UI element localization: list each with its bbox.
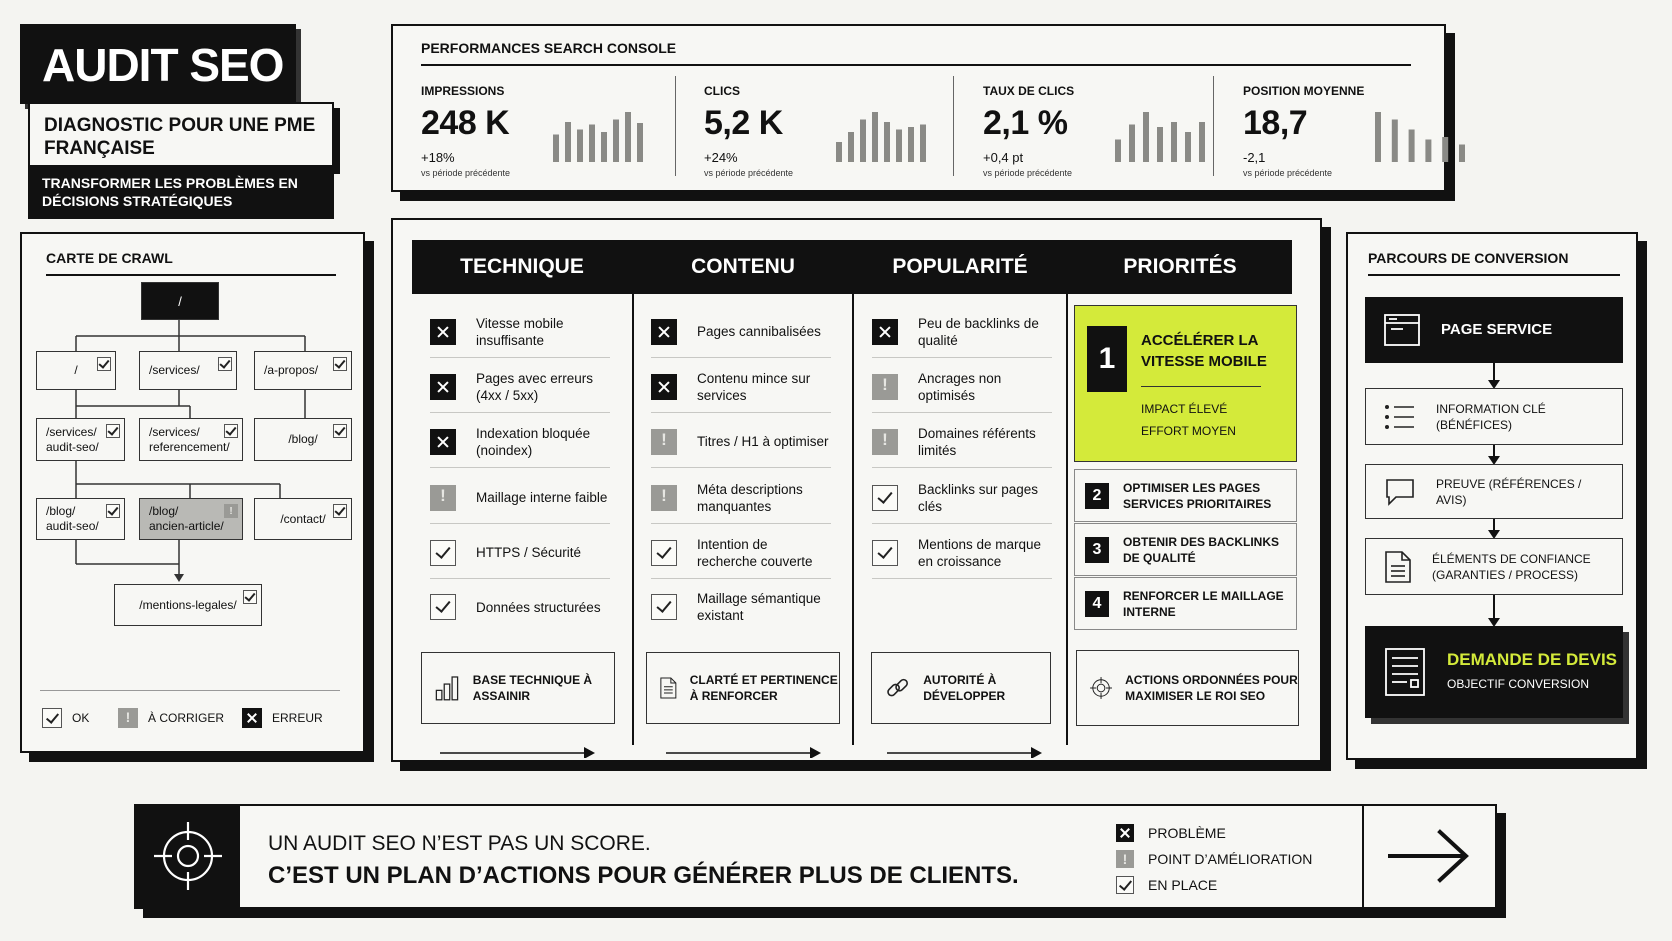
priority-item bbox=[1074, 469, 1297, 522]
list-item bbox=[651, 306, 831, 358]
divider bbox=[852, 240, 854, 745]
divider bbox=[40, 690, 340, 691]
arrow-right-icon bbox=[887, 746, 1043, 758]
priority-impact: IMPACT ÉLEVÉ bbox=[1141, 402, 1228, 416]
error-x-icon bbox=[430, 429, 456, 455]
column-header-popularite bbox=[854, 240, 1066, 294]
metric-note: vs période précédente bbox=[1243, 168, 1333, 178]
bar-chart-icon bbox=[434, 671, 461, 705]
goal-subtitle: OBJECTIF CONVERSION bbox=[1447, 677, 1590, 691]
banner-line-2: C’EST UN PLAN D’ACTIONS POUR GÉNÉRER PLUS DE CLIENTS. bbox=[268, 862, 1019, 889]
crawl-node-blog bbox=[254, 418, 352, 461]
crawl-map-title: CARTE DE CRAWL bbox=[46, 250, 173, 266]
priority-effort: EFFORT MOYEN bbox=[1141, 424, 1236, 438]
page-tagline: TRANSFORMER LES PROBLÈMES EN DÉCISIONS STRATÉGIQUES bbox=[42, 175, 298, 209]
footer-priorites bbox=[1076, 650, 1299, 726]
item-text: Domaines référents limités bbox=[918, 425, 1036, 458]
legend-label: PROBLÈME bbox=[1148, 825, 1226, 841]
speech-bubble-icon bbox=[1384, 477, 1416, 507]
spark-bar bbox=[1199, 122, 1205, 162]
spark-bar bbox=[872, 112, 878, 162]
conversion-step-information bbox=[1365, 388, 1623, 445]
metric-label: CLICS bbox=[704, 84, 740, 98]
divider bbox=[1368, 274, 1620, 276]
item-text: Indexation bloquée (noindex) bbox=[476, 425, 591, 458]
divider bbox=[1066, 240, 1068, 745]
metric-label: POSITION MOYENNE bbox=[1243, 84, 1365, 98]
divider bbox=[421, 64, 1411, 66]
list-item bbox=[430, 472, 610, 524]
document-icon bbox=[1384, 550, 1412, 584]
list-item bbox=[872, 306, 1052, 358]
step-label: INFORMATION CLÉ (BÉNÉFICES) bbox=[1436, 401, 1546, 432]
conversion-step-preuve bbox=[1365, 464, 1623, 519]
crawl-node-a-propos bbox=[254, 351, 352, 390]
legend-label: EN PLACE bbox=[1148, 877, 1218, 893]
list-item bbox=[430, 527, 610, 579]
flow-arrow bbox=[1493, 445, 1495, 463]
crawl-node-label: /services/ bbox=[149, 363, 200, 377]
metric-value: 18,7 bbox=[1243, 104, 1308, 142]
spark-bar bbox=[1143, 112, 1149, 162]
crawl-node-services-referencement bbox=[139, 418, 243, 461]
tagline-box bbox=[28, 165, 334, 219]
conversion-step-page-service bbox=[1365, 297, 1623, 363]
crawl-node-services-audit-seo bbox=[36, 418, 125, 461]
column-title: CONTENU bbox=[691, 255, 795, 278]
spark-bar bbox=[601, 132, 607, 162]
item-text: Maillage interne faible bbox=[476, 490, 608, 505]
metric-delta: +0,4 pt bbox=[983, 150, 1024, 165]
arrow-right-icon[interactable] bbox=[1386, 828, 1472, 884]
spark-bar bbox=[1425, 140, 1431, 163]
error-x-icon bbox=[872, 319, 898, 345]
metric-impressions bbox=[421, 78, 681, 183]
subtitle-box bbox=[28, 102, 334, 168]
priority-number: 1 bbox=[1087, 326, 1127, 392]
spark-bar bbox=[836, 142, 842, 162]
item-text: Peu de backlinks de qualité bbox=[918, 315, 1039, 348]
spark-bar bbox=[1171, 122, 1177, 162]
legend-fix bbox=[118, 708, 224, 728]
crawl-node-label: /blog/ audit-seo/ bbox=[46, 504, 99, 533]
ok-check-icon bbox=[333, 504, 347, 518]
divider bbox=[1213, 76, 1214, 176]
legend-label: POINT D’AMÉLIORATION bbox=[1148, 851, 1313, 867]
list-item bbox=[430, 361, 610, 413]
priority-text: RENFORCER LE MAILLAGE INTERNE bbox=[1123, 588, 1284, 619]
goal-title: DEMANDE DE DEVIS bbox=[1447, 650, 1618, 669]
item-text: Pages cannibalisées bbox=[697, 324, 821, 339]
warning-icon bbox=[651, 429, 677, 455]
crawl-node-label: /blog/ bbox=[288, 432, 318, 446]
footer-text: ACTIONS ORDONNÉES POUR MAXIMISER LE ROI SEO bbox=[1125, 673, 1298, 703]
metric-value: 2,1 % bbox=[983, 104, 1068, 142]
target-icon bbox=[1089, 666, 1113, 710]
sparkbar-chart bbox=[1115, 108, 1205, 162]
ok-check-icon bbox=[872, 485, 898, 511]
priority-item bbox=[1074, 577, 1297, 630]
metric-label: TAUX DE CLICS bbox=[983, 84, 1075, 98]
step-label: ÉLÉMENTS DE CONFIANCE (GARANTIES / PROCESS) bbox=[1432, 551, 1591, 582]
metric-note: vs période précédente bbox=[983, 168, 1073, 178]
metric-note: vs période précédente bbox=[704, 168, 794, 178]
ok-check-icon bbox=[218, 357, 232, 371]
priority-title: ACCÉLÉRER LA VITESSE MOBILE bbox=[1141, 332, 1267, 370]
error-x-icon bbox=[430, 374, 456, 400]
metric-value: 248 K bbox=[421, 104, 510, 142]
metric-delta: -2,1 bbox=[1243, 150, 1266, 165]
priority-top-card bbox=[1074, 305, 1297, 462]
warning-icon bbox=[430, 485, 456, 511]
conversion-title: PARCOURS DE CONVERSION bbox=[1368, 250, 1569, 266]
warning-icon bbox=[224, 504, 238, 518]
spark-bar bbox=[884, 122, 890, 162]
spark-bar bbox=[1459, 145, 1465, 163]
divider bbox=[953, 76, 954, 176]
priority-number: 3 bbox=[1085, 537, 1109, 563]
crawl-node-root bbox=[141, 282, 219, 320]
list-item bbox=[651, 361, 831, 413]
target-icon bbox=[136, 806, 240, 907]
arrow-right-icon bbox=[666, 746, 822, 758]
footer-technique bbox=[421, 652, 615, 724]
page-subtitle: DIAGNOSTIC POUR UNE PME FRANÇAISE bbox=[44, 115, 316, 159]
divider bbox=[1141, 386, 1261, 387]
link-icon bbox=[884, 671, 911, 705]
spark-bar bbox=[1375, 112, 1381, 162]
item-text: Intention de recherche couverte bbox=[697, 536, 813, 569]
item-text: Contenu mince sur services bbox=[697, 370, 811, 403]
conversion-path-panel bbox=[1346, 232, 1638, 760]
list-item bbox=[651, 581, 831, 633]
crawl-node-contact bbox=[254, 498, 352, 540]
flow-arrow bbox=[1493, 363, 1495, 387]
spark-bar bbox=[1129, 125, 1135, 163]
priority-item bbox=[1074, 523, 1297, 576]
flow-arrow bbox=[1493, 595, 1495, 625]
crawl-node-label: /services/ referencement/ bbox=[149, 424, 230, 454]
spark-bar bbox=[848, 132, 854, 162]
spark-bar bbox=[1185, 132, 1191, 162]
list-item bbox=[430, 306, 610, 358]
column-title: TECHNIQUE bbox=[460, 255, 584, 278]
sparkbar-chart bbox=[1375, 108, 1465, 162]
goal-text-block bbox=[1447, 652, 1617, 692]
document-icon bbox=[659, 670, 678, 706]
search-console-panel bbox=[391, 24, 1446, 192]
spark-bar bbox=[920, 125, 926, 163]
ok-check-icon bbox=[42, 708, 62, 728]
ok-check-icon bbox=[106, 504, 120, 518]
crawl-node-services bbox=[139, 351, 237, 390]
banner-line-1: UN AUDIT SEO N’EST PAS UN SCORE. bbox=[268, 832, 651, 855]
metric-value: 5,2 K bbox=[704, 104, 783, 142]
column-header-priorites bbox=[1068, 240, 1292, 294]
item-text: Mentions de marque en croissance bbox=[918, 536, 1042, 569]
warning-icon bbox=[651, 485, 677, 511]
legend-label: OK bbox=[72, 711, 90, 725]
legend-done bbox=[1116, 872, 1312, 898]
form-icon bbox=[1383, 646, 1427, 698]
footer-text: AUTORITÉ À DÉVELOPPER bbox=[923, 673, 1006, 703]
list-item bbox=[651, 472, 831, 524]
footer-text: BASE TECHNIQUE À ASSAINIR bbox=[472, 673, 593, 703]
bottom-banner bbox=[134, 804, 1497, 909]
spark-bar bbox=[1442, 137, 1448, 162]
divider bbox=[1362, 806, 1364, 907]
spark-bar bbox=[1409, 130, 1415, 163]
spark-bar bbox=[637, 123, 643, 162]
metric-label: IMPRESSIONS bbox=[421, 84, 505, 98]
legend-label: À CORRIGER bbox=[148, 711, 225, 725]
warning-icon bbox=[1116, 850, 1134, 868]
item-text: Données structurées bbox=[476, 599, 601, 615]
item-text: Titres / H1 à optimiser bbox=[697, 434, 829, 449]
ok-check-icon bbox=[651, 540, 677, 566]
metric-delta: +24% bbox=[704, 150, 738, 165]
sparkbar-chart bbox=[553, 108, 643, 162]
error-x-icon bbox=[242, 708, 262, 728]
spark-bar bbox=[613, 120, 619, 163]
ok-check-icon bbox=[430, 540, 456, 566]
priority-text: OPTIMISER LES PAGES SERVICES PRIORITAIRES bbox=[1123, 480, 1272, 511]
priority-number: 4 bbox=[1085, 591, 1109, 617]
legend-label: ERREUR bbox=[272, 711, 323, 725]
metric-note: vs période précédente bbox=[421, 168, 511, 178]
metric-clics bbox=[704, 78, 964, 183]
column-title: PRIORITÉS bbox=[1123, 255, 1237, 278]
spark-bar bbox=[896, 130, 902, 163]
ok-check-icon bbox=[97, 357, 111, 371]
spark-bar bbox=[860, 120, 866, 163]
list-icon bbox=[1384, 403, 1416, 431]
crawl-node-label: /services/ audit-seo/ bbox=[46, 424, 99, 454]
list-item bbox=[430, 416, 610, 468]
crawl-node-label: / bbox=[74, 363, 78, 377]
list-item bbox=[872, 527, 1052, 579]
footer-text: CLARTÉ ET PERTINENCE À RENFORCER bbox=[689, 673, 838, 703]
spark-bar bbox=[565, 122, 571, 162]
divider bbox=[675, 76, 676, 176]
divider bbox=[632, 240, 634, 745]
crawl-node-blog-audit-seo bbox=[36, 498, 125, 540]
spark-bar bbox=[1115, 140, 1121, 163]
column-header-contenu bbox=[634, 240, 852, 294]
crawl-node-mentions-legales bbox=[114, 584, 262, 626]
flow-arrow bbox=[1493, 519, 1495, 537]
crawl-node-label: /blog/ ancien-article/ bbox=[149, 504, 224, 533]
footer-contenu bbox=[646, 652, 840, 724]
metric-taux-de-clics bbox=[983, 78, 1243, 183]
crawl-node-label: / bbox=[178, 293, 182, 309]
crawl-map-panel bbox=[20, 232, 365, 753]
error-x-icon bbox=[1116, 824, 1134, 842]
title-block bbox=[20, 24, 296, 104]
ok-check-icon bbox=[333, 357, 347, 371]
warning-icon bbox=[118, 708, 138, 728]
spark-bar bbox=[577, 130, 583, 163]
list-item bbox=[872, 472, 1052, 524]
ok-check-icon bbox=[872, 540, 898, 566]
item-text: Méta descriptions manquantes bbox=[697, 481, 803, 514]
column-title: POPULARITÉ bbox=[892, 255, 1028, 278]
item-text: HTTPS / Sécurité bbox=[476, 545, 582, 560]
step-label: PAGE SERVICE bbox=[1441, 321, 1553, 338]
list-item bbox=[651, 416, 831, 468]
item-text: Maillage sémantique existant bbox=[697, 591, 821, 623]
spark-bar bbox=[908, 127, 914, 162]
crawl-node-label: /a-propos/ bbox=[264, 363, 319, 377]
spark-bar bbox=[589, 125, 595, 163]
ok-check-icon bbox=[243, 590, 257, 604]
item-text: Vitesse mobile insuffisante bbox=[476, 315, 564, 348]
error-x-icon bbox=[651, 374, 677, 400]
metric-position-moyenne bbox=[1243, 78, 1503, 183]
banner-legend bbox=[1116, 820, 1312, 898]
ok-check-icon bbox=[224, 424, 238, 438]
arrow-right-icon bbox=[440, 746, 596, 758]
spark-bar bbox=[1392, 120, 1398, 163]
warning-icon bbox=[872, 429, 898, 455]
ok-check-icon bbox=[333, 424, 347, 438]
error-x-icon bbox=[651, 319, 677, 345]
crawl-node-blog-ancien-article bbox=[139, 498, 243, 540]
crawl-node-label: /mentions-legales/ bbox=[139, 597, 237, 612]
banner-icon-box bbox=[136, 806, 240, 907]
spark-bar bbox=[553, 135, 559, 163]
sparkbar-chart bbox=[836, 108, 926, 162]
legend-problem bbox=[1116, 820, 1312, 846]
list-item bbox=[872, 416, 1052, 468]
ok-check-icon bbox=[1116, 876, 1134, 894]
list-item bbox=[872, 361, 1052, 413]
list-item bbox=[651, 527, 831, 579]
legend-ok bbox=[42, 708, 89, 728]
item-text: Pages avec erreurs (4xx / 5xx) bbox=[476, 370, 594, 403]
priority-number: 2 bbox=[1085, 483, 1109, 509]
item-text: Ancrages non optimisés bbox=[918, 370, 1002, 403]
step-label: PREUVE (RÉFÉRENCES / AVIS) bbox=[1436, 476, 1582, 507]
browser-window-icon bbox=[1383, 312, 1421, 348]
metric-delta: +18% bbox=[421, 150, 455, 165]
error-x-icon bbox=[430, 319, 456, 345]
page-title: AUDIT SEO bbox=[42, 39, 284, 91]
conversion-step-confiance bbox=[1365, 538, 1623, 595]
ok-check-icon bbox=[430, 594, 456, 620]
spark-bar bbox=[625, 112, 631, 162]
item-text: Backlinks sur pages clés bbox=[918, 481, 1039, 514]
warning-icon bbox=[872, 374, 898, 400]
list-item bbox=[430, 581, 610, 633]
spark-bar bbox=[1157, 127, 1163, 162]
ok-check-icon bbox=[651, 594, 677, 620]
crawl-node-home bbox=[36, 351, 116, 390]
legend-improve bbox=[1116, 846, 1312, 872]
conversion-goal-demande-de-devis bbox=[1365, 626, 1623, 718]
search-console-title: PERFORMANCES SEARCH CONSOLE bbox=[421, 40, 677, 56]
crawl-node-label: /contact/ bbox=[280, 511, 326, 526]
column-header-technique bbox=[412, 240, 632, 294]
legend-error bbox=[242, 708, 323, 728]
ok-check-icon bbox=[106, 424, 120, 438]
priority-text: OBTENIR DES BACKLINKS DE QUALITÉ bbox=[1123, 534, 1280, 565]
footer-popularite bbox=[871, 652, 1051, 724]
